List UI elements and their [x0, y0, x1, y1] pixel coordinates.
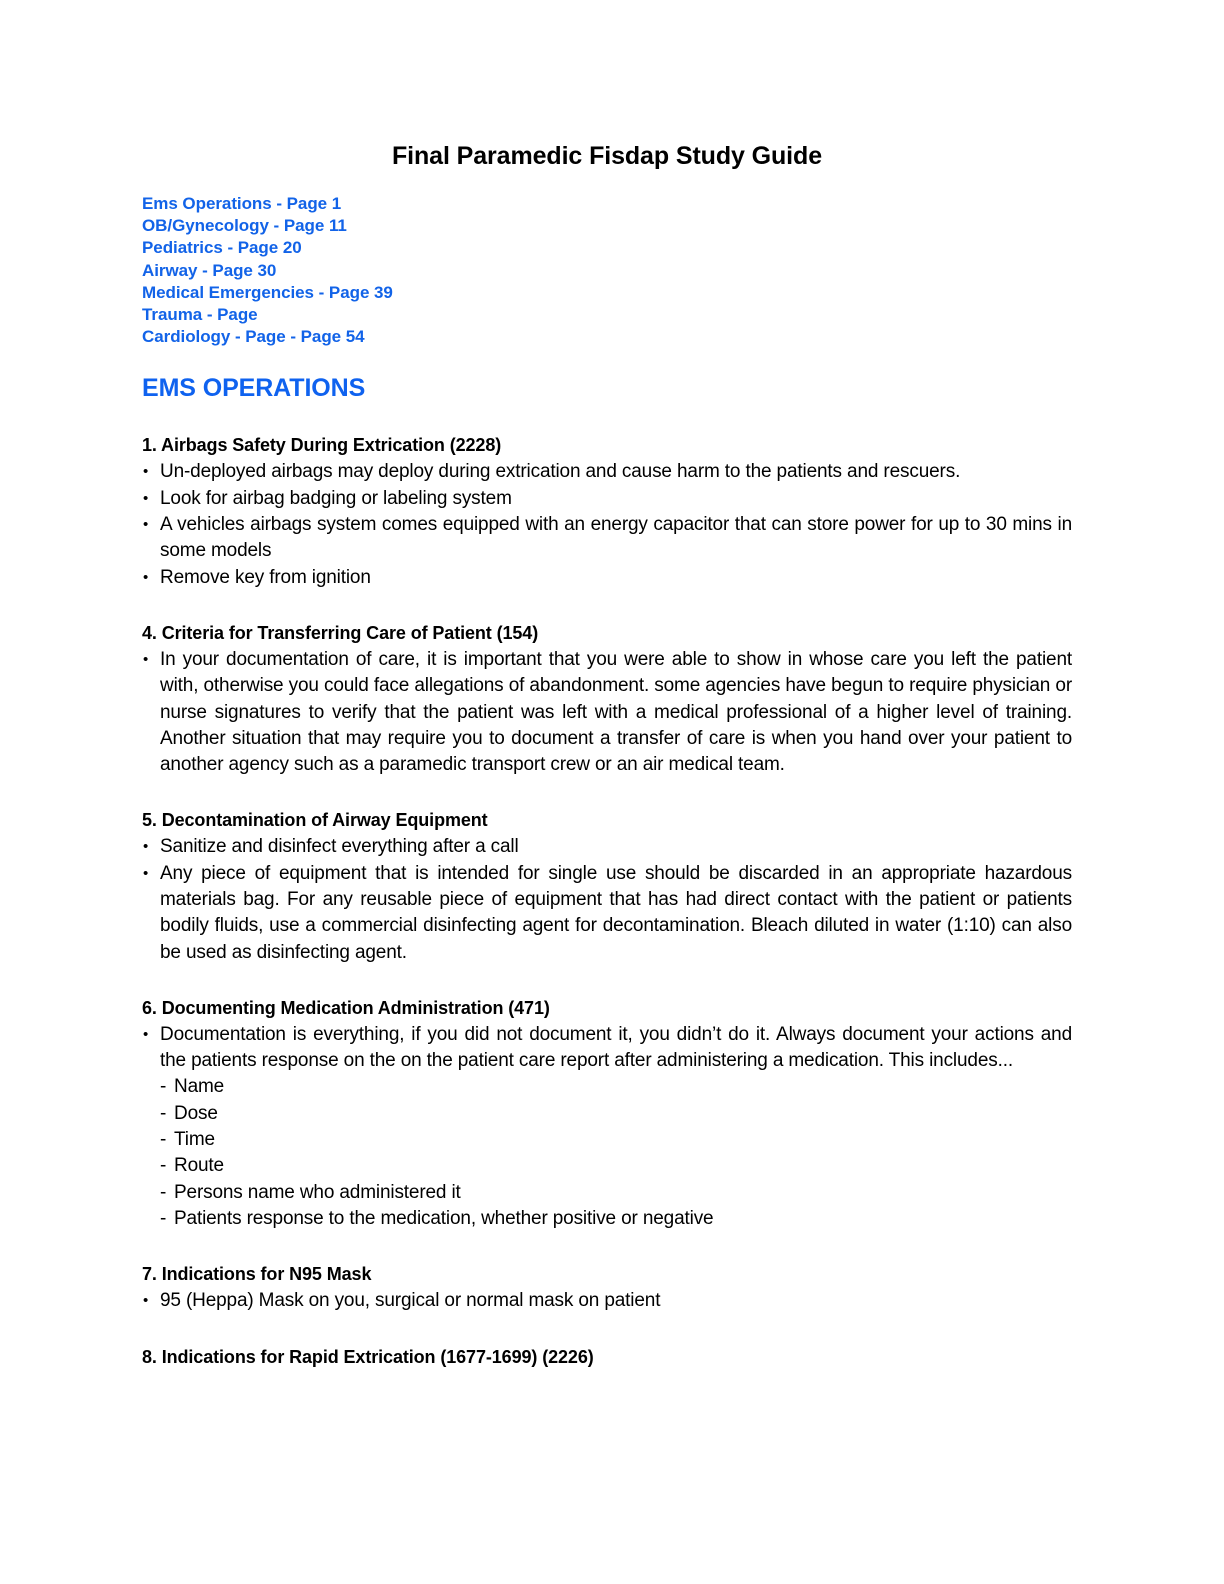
- study-item-6: [142, 996, 1072, 1232]
- study-item-bullet-list: [142, 834, 1072, 965]
- list-item: • Documentation is everything, if you did not document it, you didn’t do it. Always document your actions and the patients response on the on the patient care report after administering a medication. This includes...: [142, 1022, 1072, 1075]
- sub-list-item: - Dose: [160, 1101, 1072, 1127]
- study-item-5: [142, 808, 1072, 965]
- toc-link-trauma[interactable]: Trauma - Page: [142, 305, 258, 325]
- list-item: • Sanitize and disinfect everything after a call: [142, 834, 1072, 860]
- study-item-bullet-list: [142, 1288, 1072, 1314]
- study-item-8: [142, 1345, 1072, 1369]
- study-item-heading: 1. Airbags Safety During Extrication (2228): [142, 435, 502, 456]
- list-item: • Look for airbag badging or labeling system: [142, 486, 1072, 512]
- study-item-bullet-list: [142, 459, 1072, 590]
- list-item: • Un-deployed airbags may deploy during extrication and cause harm to the patients and rescuers.: [142, 459, 1072, 485]
- study-item-bullet-list: [142, 647, 1072, 778]
- list-item: • A vehicles airbags system comes equipped with an energy capacitor that can store power for up to 30 mins in some models: [142, 512, 1072, 565]
- list-item: • Any piece of equipment that is intended for single use should be discarded in an appropriate hazardous materials bag. For any reusable piece of equipment that has had direct contact with the patient or patients bodily fluids, use a commercial disinfecting agent for decontamination. Bleach diluted in water (1:10) can also be used as disinfecting agent.: [142, 861, 1072, 966]
- study-item-4: [142, 621, 1072, 778]
- toc-link-cardiology[interactable]: Cardiology - Page - Page 54: [142, 327, 365, 347]
- toc-link-ob-gynecology[interactable]: OB/Gynecology - Page 11: [142, 216, 347, 236]
- toc-link-ems-operations[interactable]: Ems Operations - Page 1: [142, 194, 342, 213]
- study-item-1: [142, 433, 1072, 590]
- section-heading-ems-operations: EMS OPERATIONS: [142, 374, 366, 403]
- study-item-heading: 6. Documenting Medication Administration (471): [142, 997, 550, 1018]
- page-title: Final Paramedic Fisdap Study Guide: [391, 142, 823, 170]
- sub-list-item: - Name: [160, 1074, 1072, 1100]
- study-item-heading: 5. Decontamination of Airway Equipment: [142, 810, 488, 831]
- sub-list-item: - Persons name who administered it: [160, 1180, 1072, 1206]
- study-item-bullet-list: [142, 1022, 1072, 1075]
- sub-list-item: - Route: [160, 1153, 1072, 1179]
- table-of-contents: [142, 193, 1072, 348]
- document-content: [142, 0, 1072, 1371]
- toc-link-airway[interactable]: Airway - Page 30: [142, 260, 277, 280]
- study-item-heading: 8. Indications for Rapid Extrication (1677-1699) (2226): [142, 1346, 594, 1367]
- list-item: • Remove key from ignition: [142, 565, 1072, 591]
- sub-list-item: - Patients response to the medication, whether positive or negative: [160, 1206, 1072, 1232]
- study-item-heading: 4. Criteria for Transferring Care of Patient (154): [142, 622, 539, 643]
- list-item: • In your documentation of care, it is important that you were able to show in whose care you left the patient with, otherwise you could face allegations of abandonment. some agencies have begun to require physician or nurse signatures to verify that the patient was left with a medical professional of a higher level of training. Another situation that may require you to document a transfer of care is when you hand over your patient to another agency such as a paramedic transport crew or an air medical team.: [142, 647, 1072, 778]
- sub-list-item: - Time: [160, 1127, 1072, 1153]
- study-item-sub-list: [142, 1074, 1072, 1232]
- toc-link-pediatrics[interactable]: Pediatrics - Page 20: [142, 238, 302, 258]
- study-item-heading: 7. Indications for N95 Mask: [142, 1264, 372, 1285]
- study-item-7: [142, 1262, 1072, 1314]
- list-item: • 95 (Heppa) Mask on you, surgical or normal mask on patient: [142, 1288, 1072, 1314]
- toc-link-medical-emergencies[interactable]: Medical Emergencies - Page 39: [142, 282, 393, 302]
